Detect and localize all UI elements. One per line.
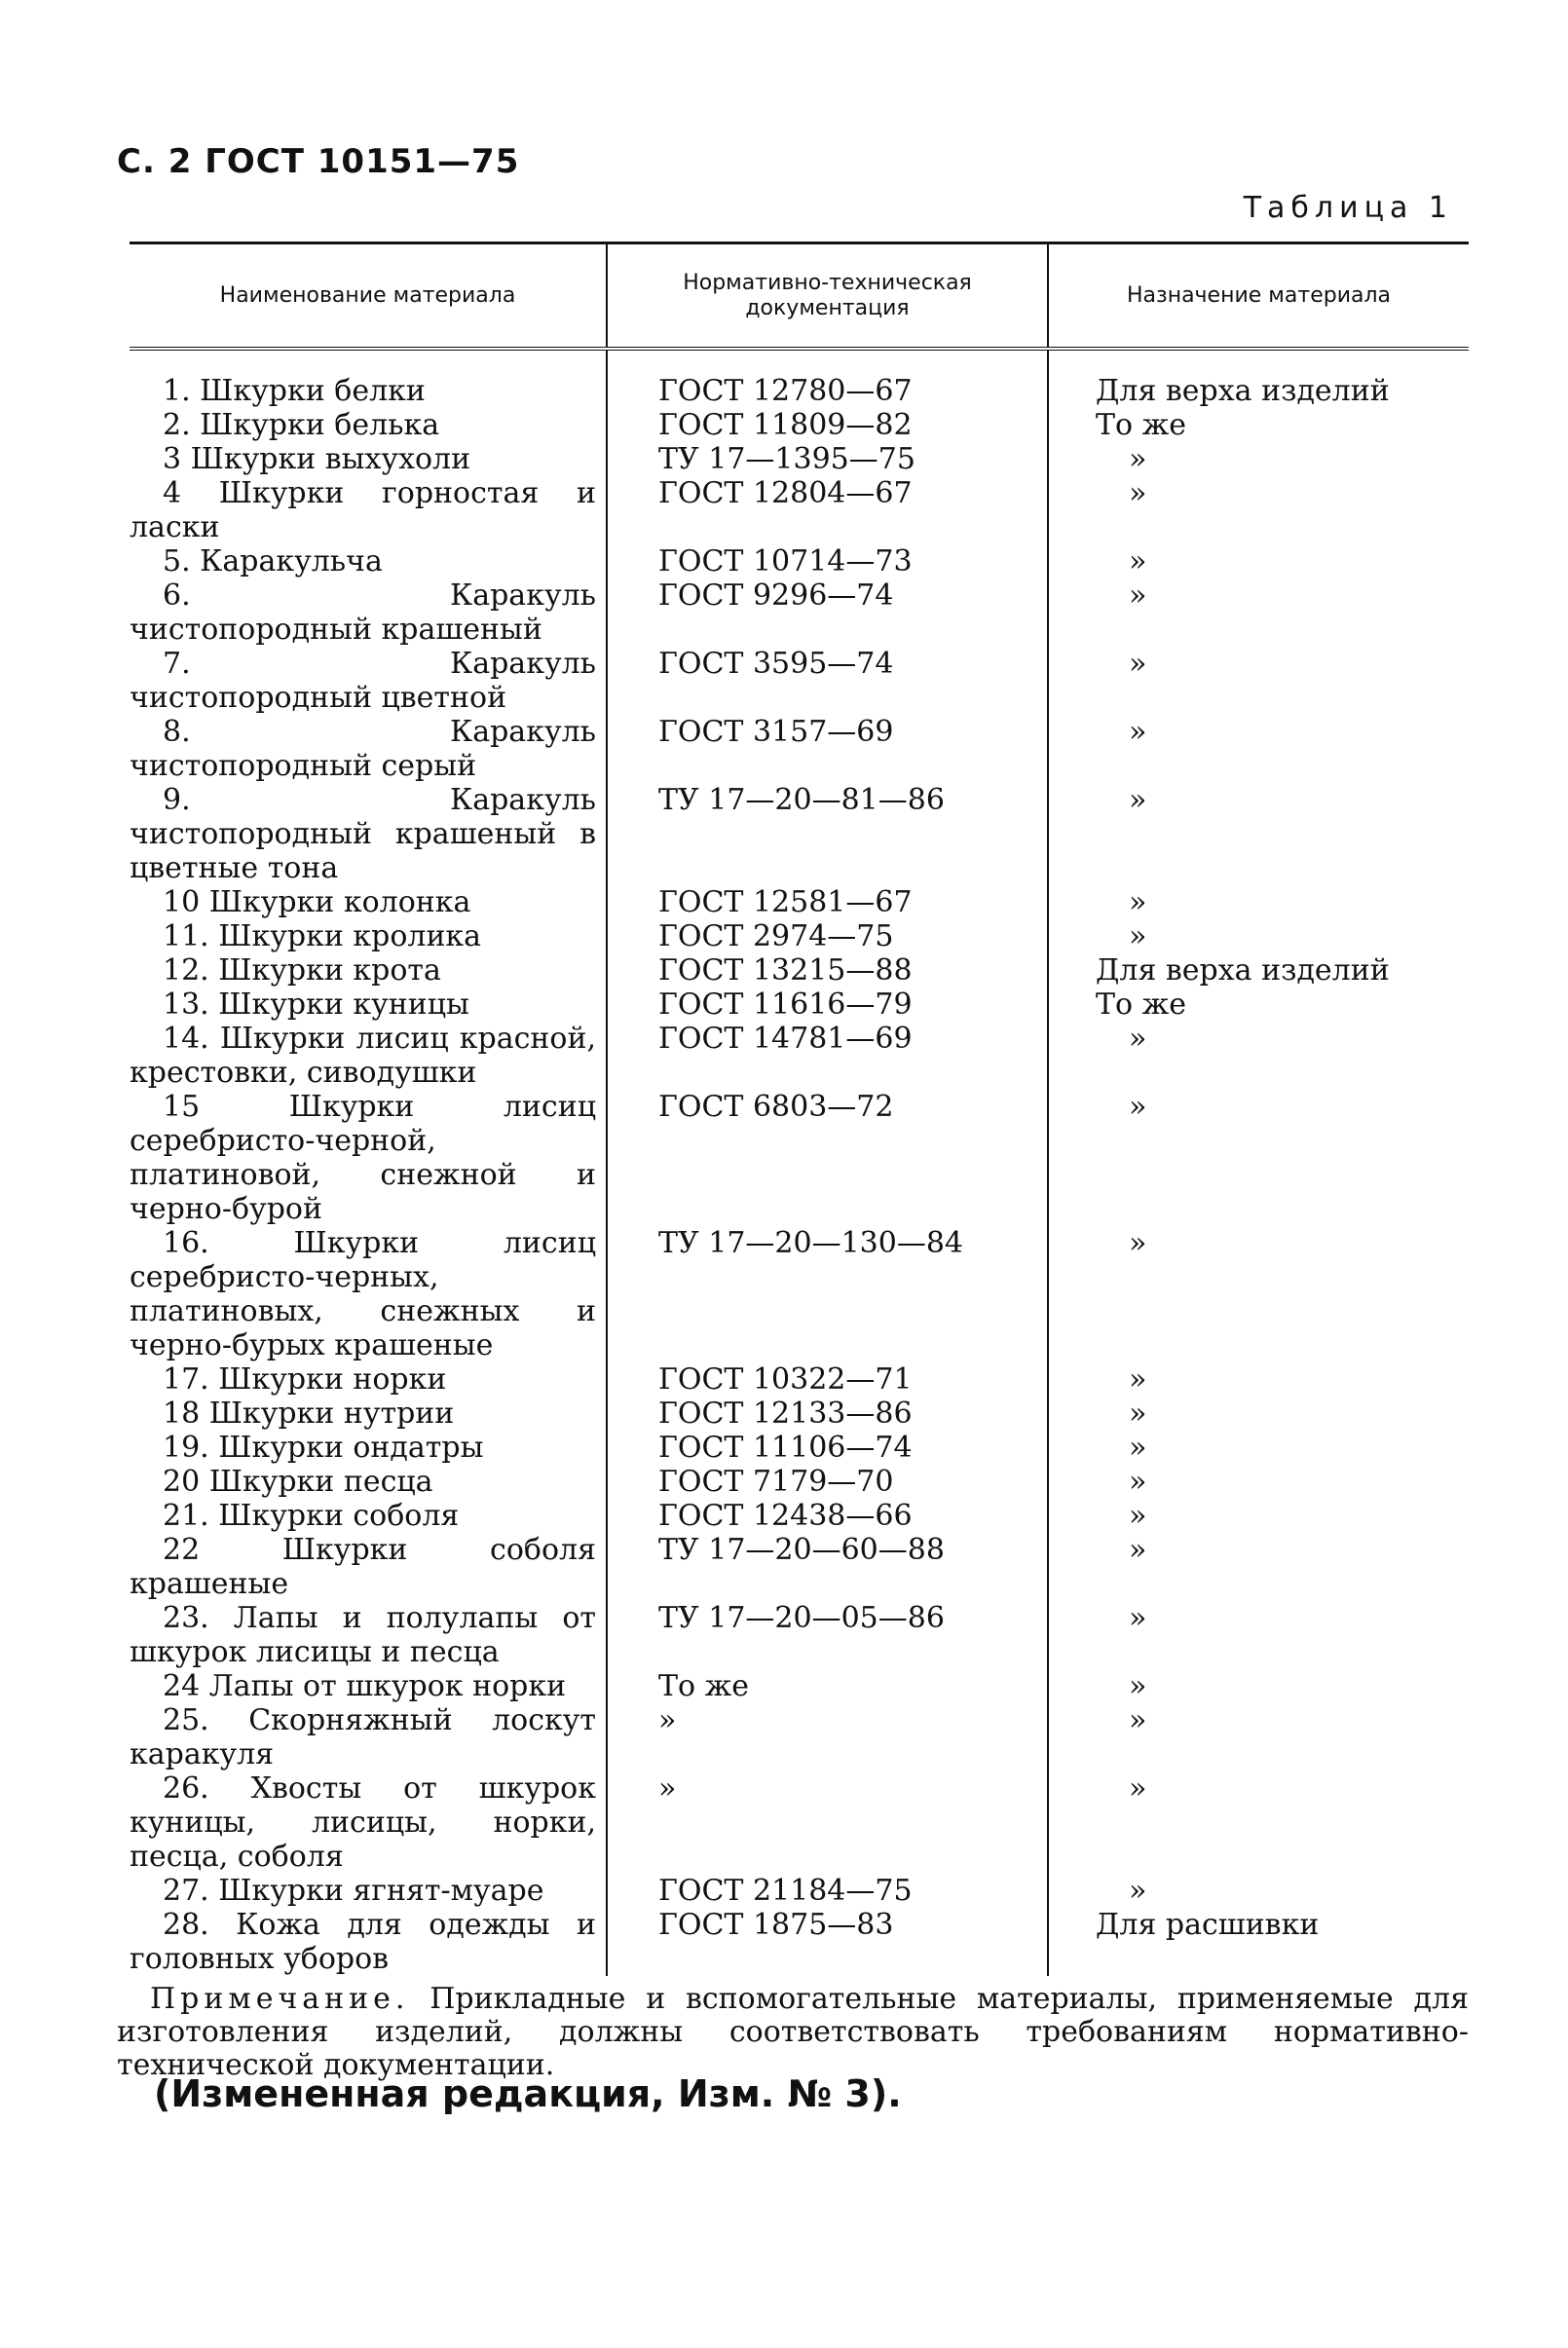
purpose-cell: » [1048, 885, 1469, 919]
purpose-cell: » [1048, 1669, 1469, 1703]
documentation-cell: ТУ 17—1395—75 [607, 442, 1048, 476]
material-name: 14. Шкурки лисиц красной, крестовки, сиводушки [130, 1022, 596, 1090]
material-name: 19. Шкурки ондатры [163, 1431, 484, 1465]
purpose-cell: То же [1048, 988, 1469, 1022]
material-name-cell [130, 1669, 607, 1703]
table-row [130, 1362, 1469, 1397]
purpose-cell: » [1048, 544, 1469, 578]
purpose-cell: Для верха изделий [1048, 953, 1469, 988]
documentation-cell: ГОСТ 11809—82 [607, 408, 1048, 442]
documentation-cell: ГОСТ 2974—75 [607, 919, 1048, 953]
material-name: 6. Каракуль чистопородный крашеный [130, 578, 596, 647]
documentation-cell: ГОСТ 3157—69 [607, 715, 1048, 783]
purpose-cell: » [1048, 1703, 1469, 1771]
column-header-material: Наименование материала [130, 243, 607, 350]
table-row [130, 988, 1469, 1022]
material-name-cell [130, 1226, 607, 1362]
purpose-cell: » [1048, 647, 1469, 715]
documentation-cell: То же [607, 1669, 1048, 1703]
purpose-cell: Для расшивки [1048, 1908, 1469, 1976]
table-row [130, 1090, 1469, 1226]
material-name: 5. Каракульча [163, 544, 383, 578]
table-row [130, 1771, 1469, 1874]
material-name-cell [130, 578, 607, 647]
material-name-cell [130, 1771, 607, 1874]
material-name-cell [130, 919, 607, 953]
material-name-cell [130, 783, 607, 885]
purpose-cell: То же [1048, 408, 1469, 442]
material-name: 11. Шкурки кролика [163, 919, 482, 953]
table-row [130, 953, 1469, 988]
material-name: 27. Шкурки ягнят-муаре [163, 1874, 544, 1908]
purpose-cell: » [1048, 476, 1469, 544]
documentation-cell: ГОСТ 7179—70 [607, 1465, 1048, 1499]
material-name-cell [130, 1397, 607, 1431]
table-row [130, 1669, 1469, 1703]
material-name-cell [130, 1499, 607, 1533]
documentation-cell: ГОСТ 10322—71 [607, 1362, 1048, 1397]
documentation-cell: ГОСТ 12581—67 [607, 885, 1048, 919]
material-name: 1. Шкурки белки [163, 374, 426, 408]
table-row [130, 1908, 1469, 1976]
table-row [130, 715, 1469, 783]
material-name: 10 Шкурки колонка [163, 885, 471, 919]
material-name: 28. Кожа для одежды и головных уборов [130, 1908, 596, 1976]
table-row [130, 578, 1469, 647]
documentation-cell: ГОСТ 6803—72 [607, 1090, 1048, 1226]
purpose-cell: Для верха изделий [1048, 349, 1469, 408]
table-row [130, 1601, 1469, 1669]
note-label: Примечание. [150, 1982, 410, 2016]
purpose-cell: » [1048, 715, 1469, 783]
material-name: 23. Лапы и полулапы от шкурок лисицы и песца [130, 1601, 596, 1669]
purpose-cell: » [1048, 1226, 1469, 1362]
page-header: С. 2 ГОСТ 10151—75 [117, 142, 520, 181]
column-header-purpose: Назначение материала [1048, 243, 1469, 350]
material-name-cell [130, 885, 607, 919]
material-name: 17. Шкурки норки [163, 1362, 447, 1397]
documentation-cell: ГОСТ 11106—74 [607, 1431, 1048, 1465]
documentation-cell: ТУ 17—20—130—84 [607, 1226, 1048, 1362]
material-name-cell [130, 715, 607, 783]
material-name-cell [130, 349, 607, 408]
column-header-documentation: Нормативно-техническая документация [607, 243, 1048, 350]
table-row [130, 1533, 1469, 1601]
material-name-cell [130, 1090, 607, 1226]
material-name: 18 Шкурки нутрии [163, 1397, 455, 1431]
material-name-cell [130, 1431, 607, 1465]
material-name: 20 Шкурки песца [163, 1465, 433, 1499]
documentation-cell: » [607, 1771, 1048, 1874]
material-name-cell [130, 1533, 607, 1601]
documentation-cell: ГОСТ 13215—88 [607, 953, 1048, 988]
material-name-cell [130, 408, 607, 442]
table-row [130, 1465, 1469, 1499]
material-name: 12. Шкурки крота [163, 953, 441, 988]
note-text: Прикладные и вспомогательные материалы, применяемые для изготовления изделий, должны соответствовать требованиям нормативно-технической документации. [117, 1982, 1469, 2082]
table-row [130, 544, 1469, 578]
documentation-cell: ГОСТ 12780—67 [607, 349, 1048, 408]
table-row [130, 408, 1469, 442]
documentation-cell: ГОСТ 3595—74 [607, 647, 1048, 715]
purpose-cell: » [1048, 1499, 1469, 1533]
table-row [130, 442, 1469, 476]
documentation-cell: ТУ 17—20—05—86 [607, 1601, 1048, 1669]
material-name-cell [130, 1874, 607, 1908]
material-name-cell [130, 544, 607, 578]
documentation-cell: ТУ 17—20—81—86 [607, 783, 1048, 885]
table-row [130, 1499, 1469, 1533]
material-name: 16. Шкурки лисиц серебристо-черных, платиновых, снежных и черно-бурых крашеные [130, 1226, 596, 1362]
documentation-cell: ГОСТ 10714—73 [607, 544, 1048, 578]
documentation-cell: ГОСТ 21184—75 [607, 1874, 1048, 1908]
material-name-cell [130, 1703, 607, 1771]
table-row [130, 1431, 1469, 1465]
table-row [130, 1874, 1469, 1908]
documentation-cell: ГОСТ 11616—79 [607, 988, 1048, 1022]
material-name: 21. Шкурки соболя [163, 1499, 460, 1533]
table-row [130, 647, 1469, 715]
material-name: 9. Каракуль чистопородный крашеный в цветные тона [130, 783, 596, 885]
purpose-cell: » [1048, 442, 1469, 476]
table-row [130, 1703, 1469, 1771]
documentation-cell: » [607, 1703, 1048, 1771]
material-name: 22 Шкурки соболя крашеные [130, 1533, 596, 1601]
table-row [130, 1397, 1469, 1431]
table-row [130, 919, 1469, 953]
material-name-cell [130, 647, 607, 715]
material-name-cell [130, 442, 607, 476]
material-name: 2. Шкурки белька [163, 408, 440, 442]
purpose-cell: » [1048, 578, 1469, 647]
purpose-cell: » [1048, 1533, 1469, 1601]
material-name-cell [130, 1465, 607, 1499]
table-row [130, 783, 1469, 885]
material-name: 4 Шкурки горностая и ласки [130, 476, 596, 544]
documentation-cell: ГОСТ 12133—86 [607, 1397, 1048, 1431]
material-name-cell [130, 476, 607, 544]
material-name: 13. Шкурки куницы [163, 988, 469, 1022]
material-name: 25. Скорняжный лоскут каракуля [130, 1703, 596, 1771]
documentation-cell: ГОСТ 12438—66 [607, 1499, 1048, 1533]
documentation-cell: ТУ 17—20—60—88 [607, 1533, 1048, 1601]
material-name: 3 Шкурки выхухоли [163, 442, 471, 476]
table-row [130, 1226, 1469, 1362]
materials-table-container [130, 242, 1469, 1976]
documentation-cell: ГОСТ 9296—74 [607, 578, 1048, 647]
purpose-cell: » [1048, 1397, 1469, 1431]
purpose-cell: » [1048, 783, 1469, 885]
table-row [130, 476, 1469, 544]
purpose-cell: » [1048, 1874, 1469, 1908]
purpose-cell: » [1048, 1465, 1469, 1499]
purpose-cell: » [1048, 919, 1469, 953]
material-name-cell [130, 988, 607, 1022]
table-body [130, 349, 1469, 1976]
material-name-cell [130, 953, 607, 988]
documentation-cell: ГОСТ 12804—67 [607, 476, 1048, 544]
material-name: 26. Хвосты от шкурок куницы, лисицы, норки, песца, соболя [130, 1771, 596, 1874]
table-row [130, 1022, 1469, 1090]
purpose-cell: » [1048, 1090, 1469, 1226]
material-name-cell [130, 1022, 607, 1090]
materials-table [130, 242, 1469, 1976]
material-name: 8. Каракуль чистопородный серый [130, 715, 596, 783]
material-name: 15 Шкурки лисиц серебристо-черной, платиновой, снежной и черно-бурой [130, 1090, 596, 1226]
documentation-cell: ГОСТ 1875—83 [607, 1908, 1048, 1976]
amendment-note: (Измененная редакция, Изм. № 3). [154, 2072, 902, 2115]
documentation-cell: ГОСТ 14781—69 [607, 1022, 1048, 1090]
purpose-cell: » [1048, 1431, 1469, 1465]
table-row [130, 349, 1469, 408]
material-name-cell [130, 1601, 607, 1669]
table-header-row [130, 243, 1469, 350]
material-name-cell [130, 1362, 607, 1397]
purpose-cell: » [1048, 1362, 1469, 1397]
material-name: 24 Лапы от шкурок норки [163, 1669, 567, 1703]
table-row [130, 885, 1469, 919]
material-name: 7. Каракуль чистопородный цветной [130, 647, 596, 715]
purpose-cell: » [1048, 1022, 1469, 1090]
purpose-cell: » [1048, 1771, 1469, 1874]
purpose-cell: » [1048, 1601, 1469, 1669]
table-note [117, 1983, 1469, 2082]
material-name-cell [130, 1908, 607, 1976]
table-label: Таблица 1 [1243, 191, 1453, 225]
